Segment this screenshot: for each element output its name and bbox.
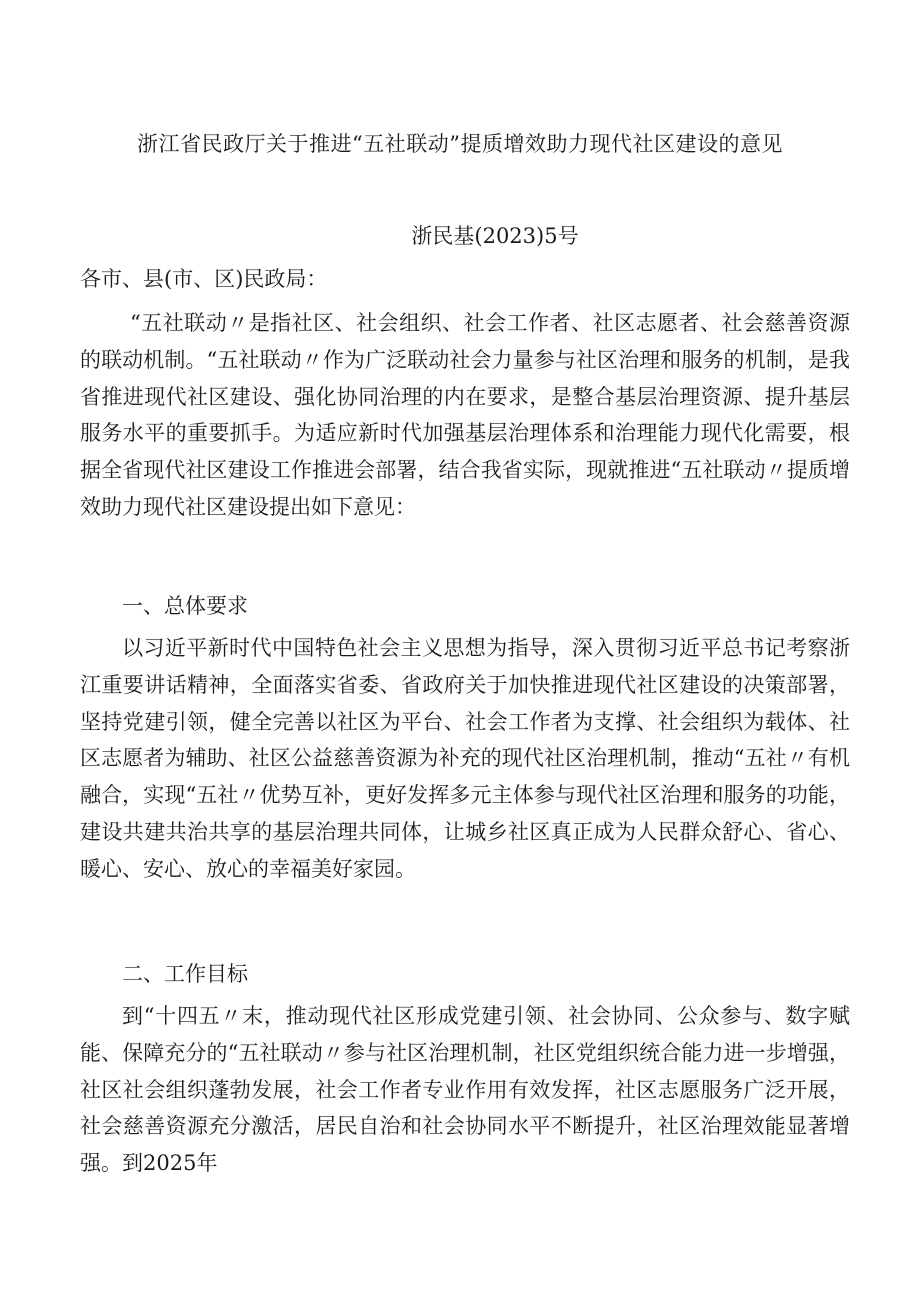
work-objectives-paragraph: 到“十四五〃末，推动现代社区形成党建引领、社会协同、公众参与、数字赋能、保障充分的“五社联动〃参与社区治理机制，社区党组织统合能力进一步增强，社区社会组织蓬勃发展，社会工作者专业作用有效发挥，社区志愿服务广泛开展，社会慈善资源充分激活，居民自治和社会协同水平不断提升，社区治理效能显著增强。到2025年: [80, 1004, 850, 1176]
intro-paragraph: “五社联动〃是指社区、社会组织、社会工作者、社区志愿者、社会慈善资源的联动机制。“五社联动〃作为广泛联动社会力量参与社区治理和服务的机制，是我省推进现代社区建设、强化协同治理的内在要求，是整合基层治理资源、提升基层服务水平的重要抓手。为适应新时代加强基层治理体系和治理能力现代化需要，根据全省现代社区建设工作推进会部署，结合我省实际，现就推进“五社联动〃提质增效助力现代社区建设提出如下意见：: [80, 311, 850, 519]
document-title: 浙江省民政厅关于推进“五社联动”提质增效助力现代社区建设的意见: [137, 132, 783, 156]
section-heading-general-requirements: 一、总体要求: [122, 594, 248, 618]
section-heading-work-objectives: 二、工作目标: [122, 962, 248, 986]
addressee: 各市、县(市、区)民政局：: [80, 267, 328, 291]
general-requirements-paragraph: 以习近平新时代中国特色社会主义思想为指导，深入贯彻习近平总书记考察浙江重要讲话精神，全面落实省委、省政府关于加快推进现代社区建设的决策部署，坚持党建引领，健全完善以社区为平台、社会工作者为支撑、社会组织为载体、社区志愿者为辅助、社区公益慈善资源为补充的现代社区治理机制，推动“五社〃有机融合，实现“五社〃优势互补，更好发挥多元主体参与现代社区治理和服务的功能，建设共建共治共享的基层治理共同体，让城乡社区真正成为人民群众舒心、省心、暖心、安心、放心的幸福美好家园。: [80, 636, 850, 881]
document-number: 浙民基(2023)5号: [411, 224, 579, 248]
